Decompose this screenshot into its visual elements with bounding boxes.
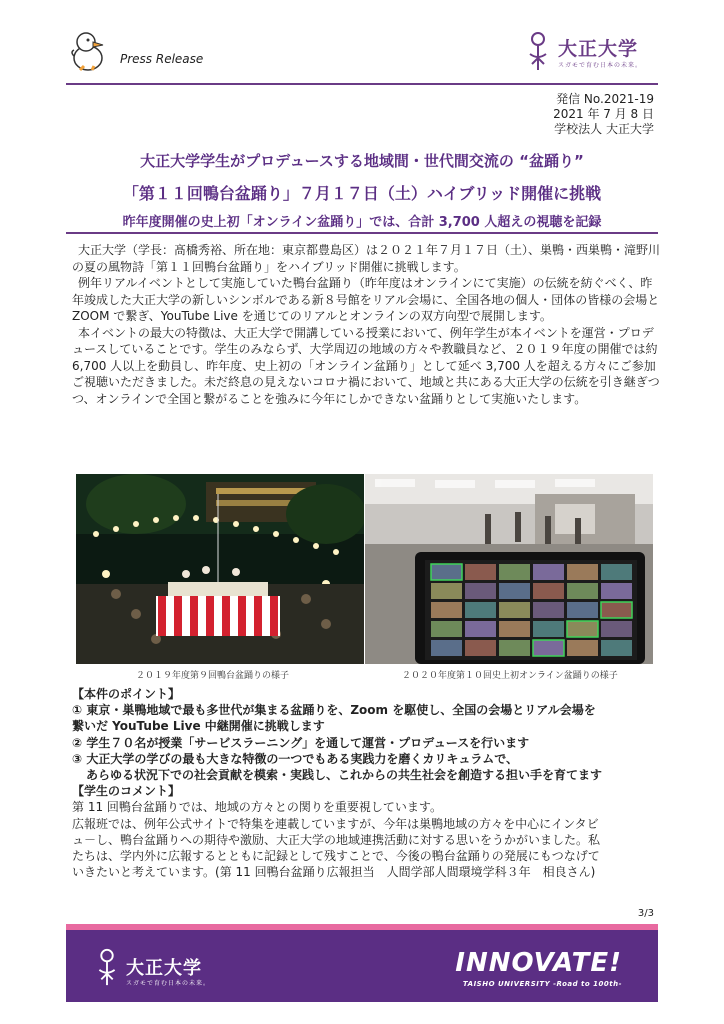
point-3-line-2: あらゆる状況下での社会貢献を模索・実践し、これからの共生社会を創造する担い手を育てます xyxy=(86,768,603,783)
document-organization: 学校法人 大正大学 xyxy=(554,122,654,136)
footer-banner xyxy=(66,930,658,1002)
taisho-brand-logo xyxy=(526,30,656,74)
points-section xyxy=(72,686,660,880)
press-release-label: Press Release xyxy=(120,52,204,66)
comment-line-1: 第 11 回鴨台盆踊りでは、地域の方々との関りを重要視しています。 xyxy=(72,800,442,815)
footer-brand-name: 大正大学 xyxy=(126,958,202,979)
photo-caption-2020: ２０２０年度第１０回史上初オンライン盆踊りの様子 xyxy=(402,671,618,681)
comment-line-4: たちは、学内外に広報するとともに記録として残すことで、今後の鴨台盆踊りの発展にもつなげて xyxy=(72,849,600,864)
footer-brand-tagline: スガモで育む日本の未来。 xyxy=(126,980,211,987)
photo-caption-2019: ２０１９年度第９回鴨台盆踊りの様子 xyxy=(136,671,290,681)
intro-section xyxy=(72,242,660,407)
document-date: 2021 年 7 月 8 日 xyxy=(553,107,654,121)
point-3-line-1: ③ 大正大学の学びの最も大きな特徴の一つでもある実践力を磨くカリキュラムで、 xyxy=(72,751,518,766)
taisho-emblem-icon xyxy=(526,30,550,72)
brand-tagline: スガモで育む日本の未来。 xyxy=(558,62,643,69)
headline-1: 大正大学学生がプロデュースする地域間・世代間交流の “盆踊り” xyxy=(140,152,584,170)
document-meta xyxy=(553,92,654,137)
innovate-slogan: INNOVATE! xyxy=(455,948,622,978)
point-1-line-2: 繋いだ YouTube Live 中継開催に挑戦します xyxy=(72,719,325,734)
intro-paragraph-1: 大正大学（学長：髙橋秀裕、所在地：東京都豊島区）は２０２１年７月１７日（土）、巣鴨・西巣鴨・滝野川の夏の風物詩「第１１回鴨台盆踊り」をハイブリッド開催に挑戦します。 xyxy=(72,243,661,274)
bon-odori-2019-photo xyxy=(76,474,364,664)
headline-3: 昨年度開催の史上初「オンライン盆踊り」では、合計 3,700 人超えの視聴を記録 xyxy=(122,215,602,230)
comment-heading: 【学生のコメント】 xyxy=(72,784,181,799)
innovate-subtitle: TAISHO UNIVERSITY -Road to 100th- xyxy=(462,980,622,988)
page-number: 3/3 xyxy=(637,908,654,919)
online-bon-odori-2020-photo xyxy=(365,474,653,664)
comment-line-5: いきたいと考えています。(第 11 回鴨台盆踊り広報担当 人間学部人間環境学科３年 相良さん) xyxy=(72,865,596,880)
comment-line-3: ュ－し、鴨台盆踊りへの期待や激励、大正大学の地域連携活動に対する思いをうかがいました。私 xyxy=(72,832,601,847)
comment-line-2: 広報班では、例年公式サイトで特集を連載していますが、今年は巣鴨地域の方々を中心にインタビ xyxy=(72,816,599,831)
headline-divider xyxy=(66,232,658,234)
brand-name: 大正大学 xyxy=(558,38,639,60)
point-1-line-1: ① 東京・巣鴨地域で最も多世代が集まる盆踊りを、Zoom を駆使し、全国の会場とリアル会場を xyxy=(72,703,596,718)
points-heading: 【本件のポイント】 xyxy=(72,687,181,701)
intro-paragraph-3: 本イベントの最大の特徴は、大正大学で開講している授業において、例年学生が本イベントを運営・プロデュースしていることです。学生のみならず、大学周辺の地域の方々や教職員など、２０１９年度の開催では約 6,700 人以上を動員し、昨年度、史上初の「オンライン盆踊り」として延べ 3,700 人を超える方々にご参加ご視聴いただきました。未だ終息の見えないコロナ禍において、地域と共にある大正大学の伝統を引き継ぎつつ、オンラインで全国と繋がることを強みに今年にしかできない盆踊りとして実施いたします。 xyxy=(72,325,660,406)
headline-2: 「第１１回鴨台盆踊り」７月１７日（土）ハイブリッド開催に挑戦 xyxy=(122,184,602,203)
mascot-logo-icon xyxy=(66,28,112,74)
document-number: 発信 No.2021-19 xyxy=(556,92,654,106)
point-2: ② 学生７０名が授業「サービスラーニング」を通して運営・プロデュースを行います xyxy=(72,735,530,750)
taisho-emblem-footer-icon xyxy=(94,947,120,987)
intro-paragraph-2: 例年リアルイベントとして実施していた鴨台盆踊り（昨年度はオンラインにて実施）の伝統を紡ぐべく、昨年竣成した大正大学の新しいシンボルである新８号館をリアル会場に、全国各地の個人・団体の皆様の会場と ZOOM で繋ぎ、YouTube Live を通じてのリアルとオンラインの双方向型で展開します。 xyxy=(72,276,660,323)
header-divider xyxy=(66,83,658,85)
